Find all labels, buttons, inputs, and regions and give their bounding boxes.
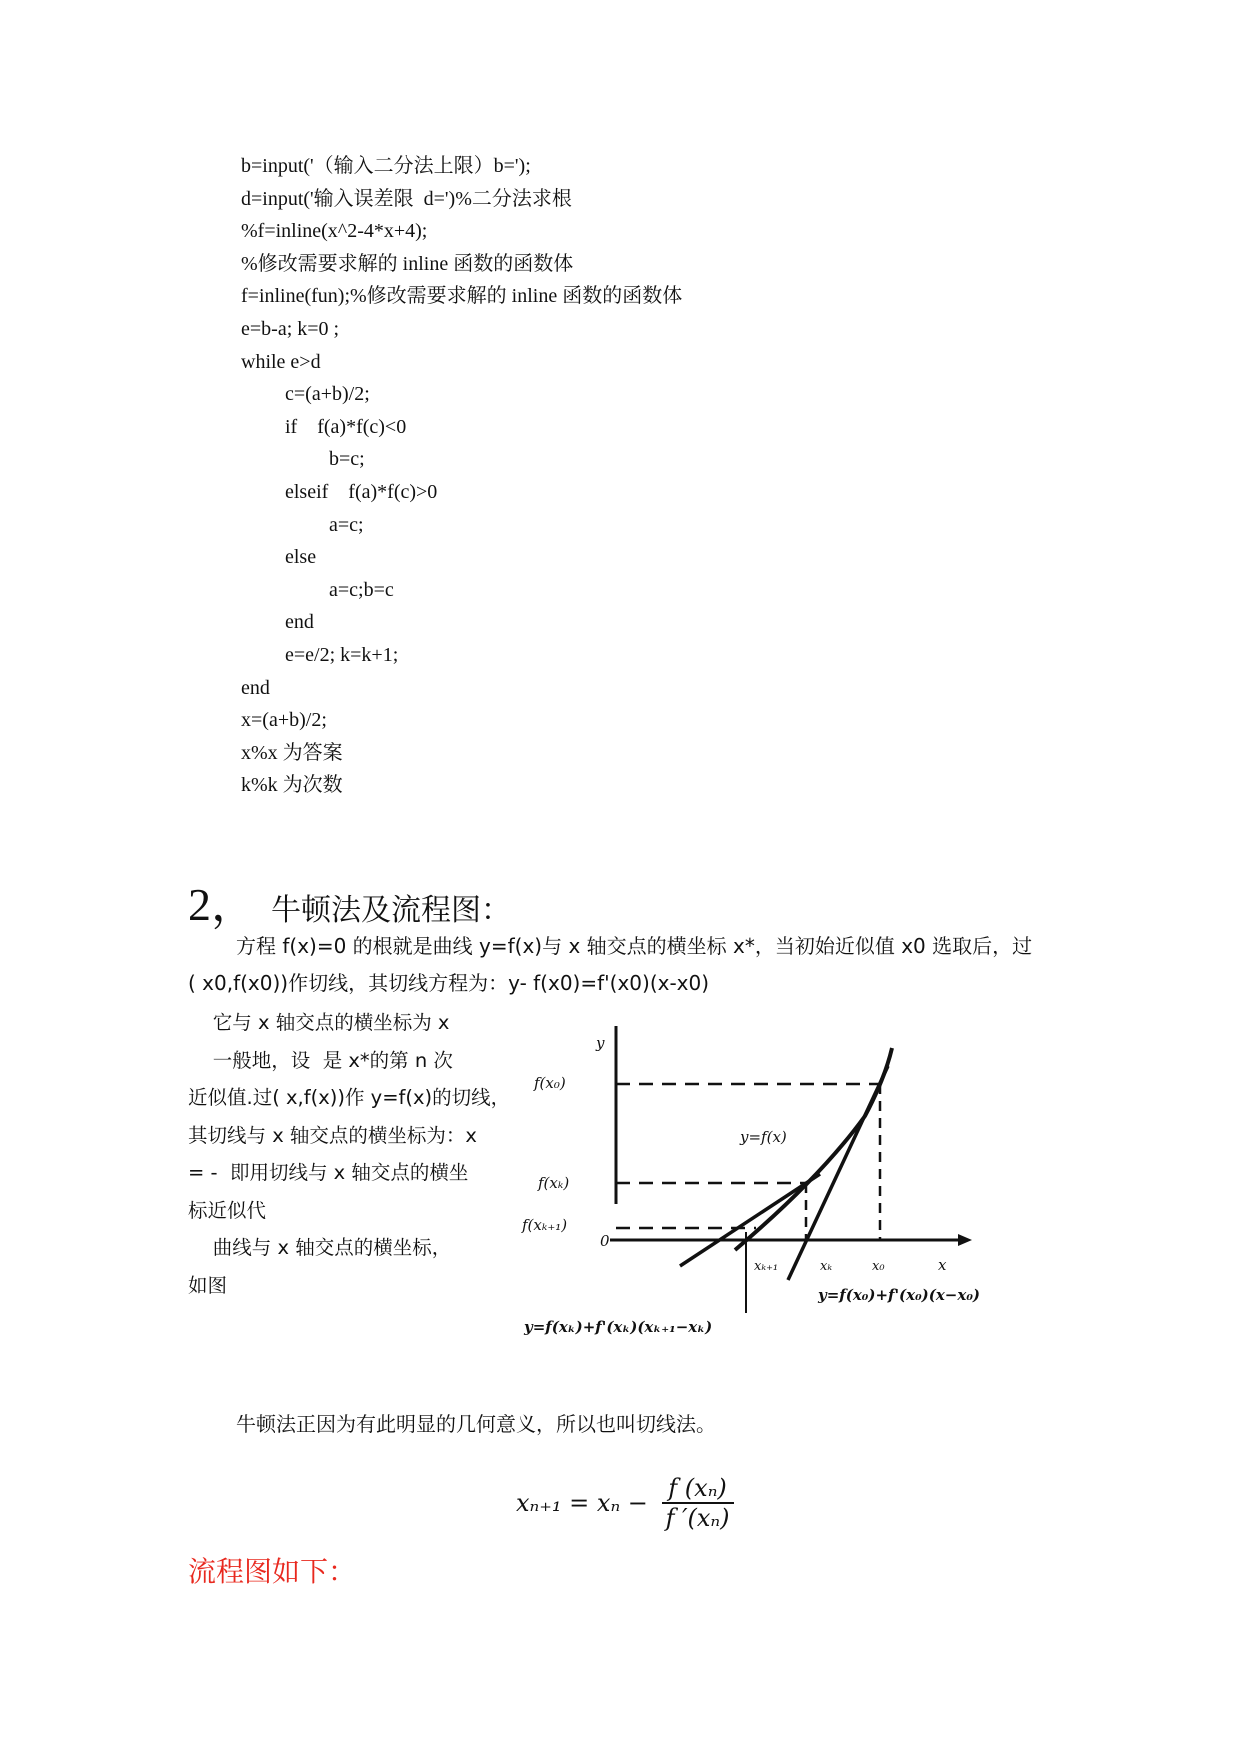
tangent2-label: y=f(xₖ)+f'(xₖ)(xₖ₊₁−xₖ) bbox=[524, 1318, 713, 1336]
flowchart-heading: 流程图如下： bbox=[188, 1555, 357, 1588]
code-line: a=c;b=c bbox=[329, 578, 394, 601]
tangent1-label: y=f(x₀)+f'(x₀)(x−x₀) bbox=[818, 1286, 980, 1304]
code-block bbox=[241, 150, 682, 802]
tangent-at-xk bbox=[680, 1174, 820, 1266]
formula-denominator: f ′(xₙ) bbox=[665, 1504, 730, 1532]
formula-lhs: xₙ₊₁ = xₙ − bbox=[516, 1489, 648, 1517]
intro-line-2: ( x0,f(x0))作切线，其切线方程为：y- f(x0)=f'(x0)(x-x0) bbox=[188, 971, 710, 995]
x-axis-label: x bbox=[938, 1256, 947, 1274]
newton-tangent-figure bbox=[520, 1018, 1090, 1348]
side-text bbox=[188, 1004, 511, 1304]
conclusion-text: 牛顿法正因为有此明显的几何意义，所以也叫切线法。 bbox=[236, 1412, 716, 1436]
code-line: b=input('（输入二分法上限）b='); bbox=[241, 155, 531, 177]
section-heading bbox=[188, 868, 511, 934]
curve-label: y=f(x) bbox=[740, 1128, 787, 1146]
code-line: x=(a+b)/2; bbox=[241, 709, 327, 732]
side-line: 一般地，设 是 x*的第 n 次 bbox=[188, 1048, 453, 1072]
side-line: 它与 x 轴交点的横坐标为 x bbox=[188, 1011, 450, 1034]
code-line: d=input('输入误差限 d=')%二分法求根 bbox=[241, 187, 572, 210]
code-line: x%x 为答案 bbox=[241, 741, 343, 764]
x0-label: x₀ bbox=[872, 1259, 885, 1274]
tangent-at-x0 bbox=[788, 1066, 888, 1280]
code-line: else bbox=[285, 546, 317, 569]
code-line: f=inline(fun);%修改需要求解的 inline 函数的函数体 bbox=[241, 285, 683, 308]
origin-label: 0 bbox=[600, 1232, 610, 1250]
curve-path bbox=[735, 1048, 892, 1250]
side-line: 如图 bbox=[188, 1273, 228, 1297]
code-line: c=(a+b)/2; bbox=[285, 383, 370, 406]
fx0-label: f(x₀) bbox=[534, 1074, 566, 1092]
code-line: k%k 为次数 bbox=[241, 774, 343, 797]
side-line: 近似值.过( x,f(x))作 y=f(x)的切线， bbox=[188, 1086, 511, 1109]
xk1-label: xₖ₊₁ bbox=[754, 1259, 779, 1274]
side-line: 标近似代 bbox=[188, 1198, 267, 1222]
section-number: 2， bbox=[188, 879, 257, 930]
code-line: %修改需要求解的 inline 函数的函数体 bbox=[241, 252, 574, 275]
xk-label: xₖ bbox=[820, 1259, 833, 1274]
code-line: e=b-a; k=0 ; bbox=[241, 317, 340, 340]
code-line: %f=inline(x^2-4*x+4); bbox=[241, 220, 428, 243]
side-line: 曲线与 x 轴交点的横坐标， bbox=[188, 1236, 452, 1259]
intro-line-1: 方程 f(x)=0 的根就是曲线 y=f(x)与 x 轴交点的横坐标 x*，当初始近似值 x0 选取后，过 bbox=[236, 934, 1033, 958]
newton-formula bbox=[516, 1474, 734, 1532]
code-line: b=c; bbox=[329, 448, 365, 471]
section-title: 牛顿法及流程图： bbox=[271, 893, 511, 928]
y-axis-label: y bbox=[596, 1034, 605, 1052]
fxk-label: f(xₖ) bbox=[538, 1174, 570, 1192]
code-line: while e>d bbox=[241, 350, 321, 373]
code-line: elseif f(a)*f(c)>0 bbox=[285, 480, 438, 503]
side-line: = - 即用切线与 x 轴交点的横坐 bbox=[188, 1161, 469, 1184]
code-line: e=e/2; k=k+1; bbox=[285, 643, 399, 666]
code-line: if f(a)*f(c)<0 bbox=[285, 415, 407, 438]
formula-numerator: f (xₙ) bbox=[662, 1474, 734, 1504]
code-line: end bbox=[241, 676, 270, 699]
x-axis-arrow bbox=[958, 1234, 972, 1246]
code-line: a=c; bbox=[329, 513, 364, 536]
side-line: 其切线与 x 轴交点的横坐标为：x bbox=[188, 1123, 477, 1147]
code-line: end bbox=[285, 611, 314, 634]
fxk1-label: f(xₖ₊₁) bbox=[522, 1216, 568, 1234]
